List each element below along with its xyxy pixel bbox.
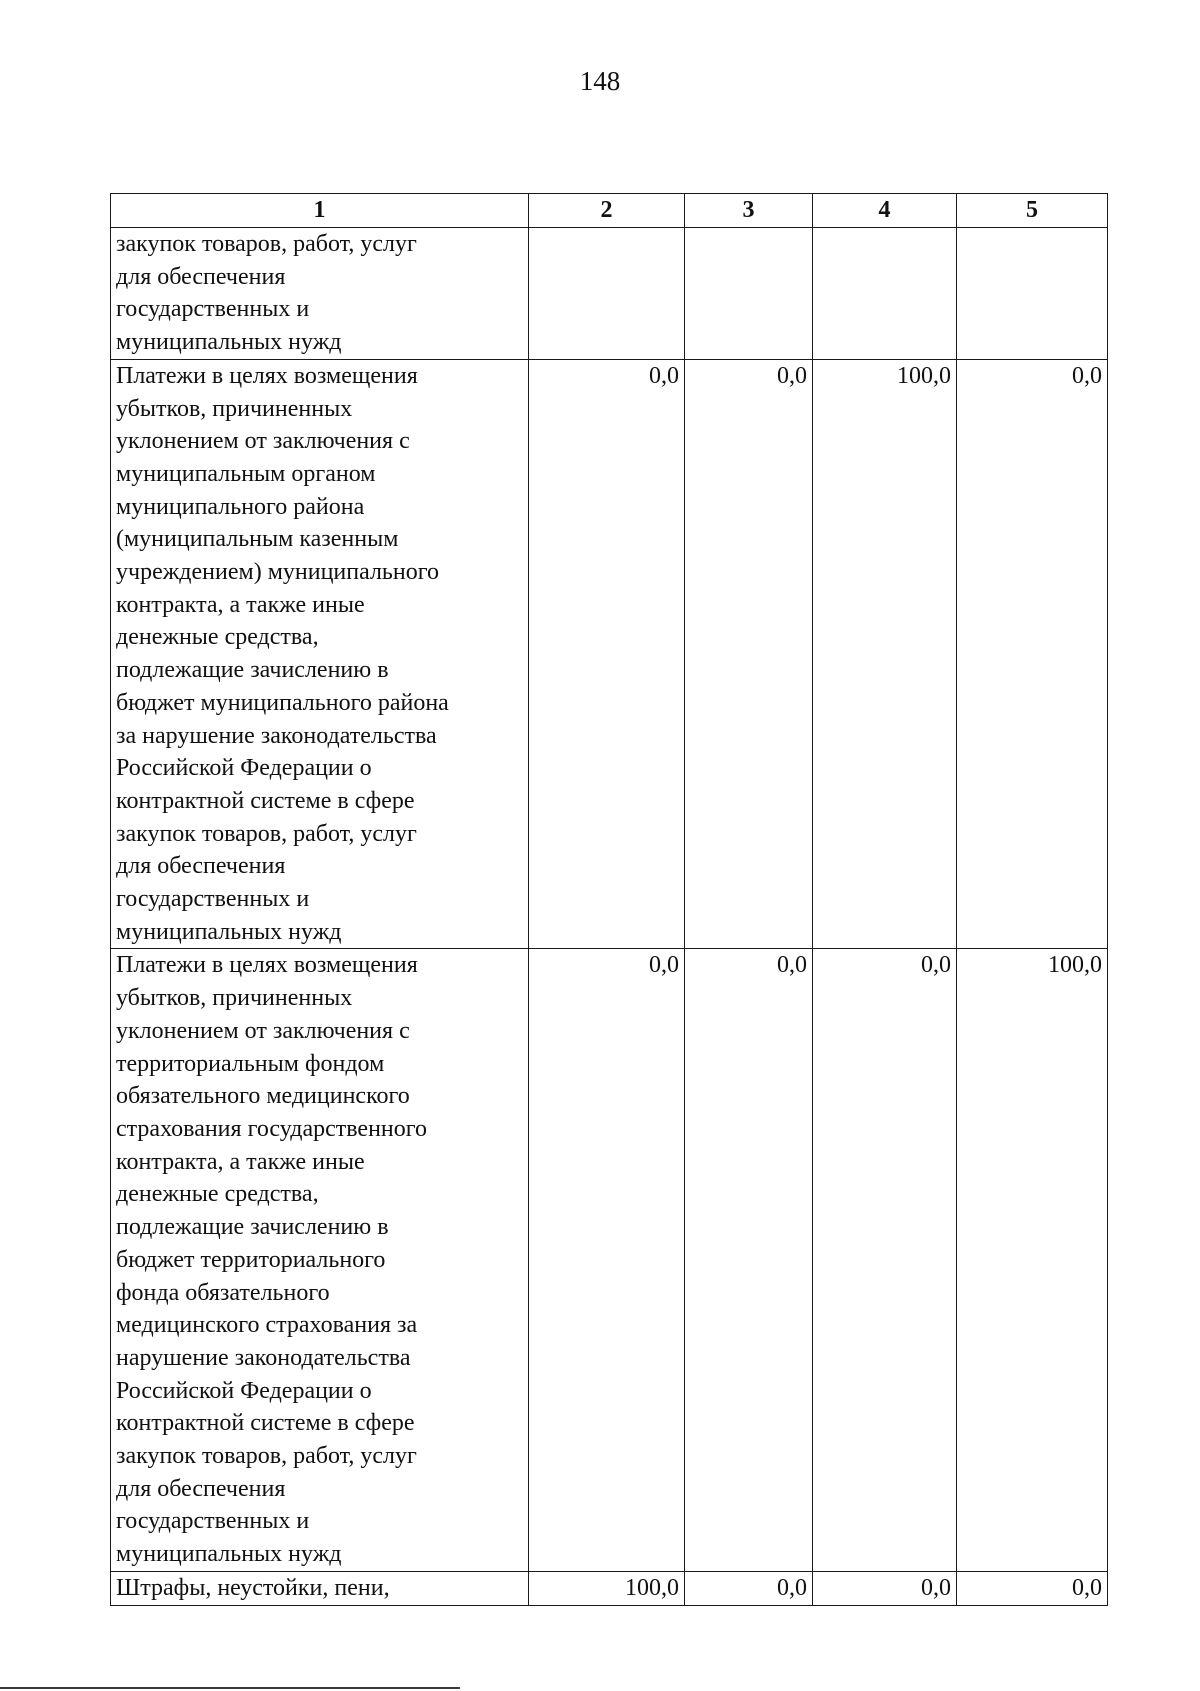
row-value-col5: 0,0 [957, 1571, 1108, 1605]
column-header-2: 2 [529, 194, 685, 228]
row-description: закупок товаров, работ, услуг для обеспечения государственных и муниципальных нужд [111, 228, 529, 360]
table-row [111, 228, 1108, 360]
row-value-col4: 0,0 [813, 949, 957, 1571]
row-value-col5 [957, 228, 1108, 360]
row-value-col3: 0,0 [685, 1571, 813, 1605]
row-value-col4 [813, 228, 957, 360]
footer-rule [0, 1687, 460, 1689]
row-value-col2: 0,0 [529, 949, 685, 1571]
row-value-col5: 0,0 [957, 359, 1108, 949]
row-value-col3: 0,0 [685, 949, 813, 1571]
column-header-5: 5 [957, 194, 1108, 228]
column-header-3: 3 [685, 194, 813, 228]
row-value-col3 [685, 228, 813, 360]
table-header-row [111, 194, 1108, 228]
row-value-col4: 100,0 [813, 359, 957, 949]
table-row [111, 949, 1108, 1571]
table-row [111, 359, 1108, 949]
revenue-distribution-table [110, 193, 1108, 1606]
row-value-col5: 100,0 [957, 949, 1108, 1571]
column-header-1: 1 [111, 194, 529, 228]
row-description: Платежи в целях возмещения убытков, причиненных уклонением от заключения с территориальным фондом обязательного медицинского страхования государственного контракта, а также иные денежные средства, подлежащие зачислению в бюджет территориального фонда обязательного медицинского страхования за нарушение законодательства Российской Федерации о контрактной системе в сфере закупок товаров, работ, услуг для обеспечения государственных и муниципальных нужд [111, 949, 529, 1571]
row-value-col2: 0,0 [529, 359, 685, 949]
row-value-col3: 0,0 [685, 359, 813, 949]
page-number: 148 [579, 66, 621, 96]
row-description: Штрафы, неустойки, пени, [111, 1571, 529, 1605]
row-description: Платежи в целях возмещения убытков, причиненных уклонением от заключения с муниципальным органом муниципального района (муниципальным казенным учреждением) муниципального контракта, а также иные денежные средства, подлежащие зачислению в бюджет муниципального района за нарушение законодательства Российской Федерации о контрактной системе в сфере закупок товаров, работ, услуг для обеспечения государственных и муниципальных нужд [111, 359, 529, 949]
row-value-col4: 0,0 [813, 1571, 957, 1605]
table-row [111, 1571, 1108, 1605]
row-value-col2: 100,0 [529, 1571, 685, 1605]
row-value-col2 [529, 228, 685, 360]
column-header-4: 4 [813, 194, 957, 228]
